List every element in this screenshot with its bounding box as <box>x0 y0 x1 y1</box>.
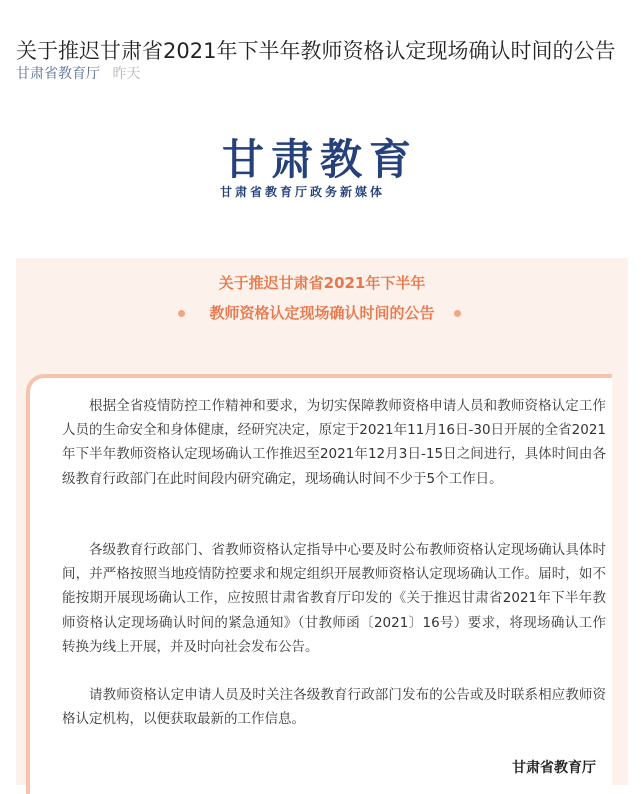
notice-paragraph-1: 根据全省疫情防控工作精神和要求，为切实保障教师资格申请人员和教师资格认定工作人员的生命安全和身体健康，经研究决定，原定于2021年11月16日-30日开展的全省2021年下半年教师资格认定现场确认工作推迟至2021年12月3日-15日之间进行，具体时间由各级教育行政部门在此时间段内研究确定，现场确认时间不少于5个工作日。 <box>62 398 606 487</box>
publish-time: 昨天 <box>112 66 141 82</box>
notice-paragraph-3: 请教师资格认定申请人员及时关注各级教育行政部门发布的公告或及时联系相应教师资格认定机构，以便获取最新的工作信息。 <box>62 687 606 728</box>
gansu-education-logo <box>216 136 428 208</box>
account-name-link[interactable]: 甘肃省教育厅 <box>16 66 100 82</box>
logo-sub-text: 甘肃省教育厅政务新媒体 <box>220 185 386 199</box>
notice-heading-line1: 关于推迟甘肃省2021年下半年 <box>218 274 426 292</box>
notice-card <box>26 374 612 794</box>
heading-dot-right <box>454 310 461 317</box>
logo-main-text: 甘肃教育 <box>222 135 419 184</box>
article-meta <box>16 64 140 84</box>
notice-panel <box>16 258 628 785</box>
article-title: 关于推迟甘肃省2021年下半年教师资格认定现场确认时间的公告 <box>16 39 616 64</box>
notice-paragraph-2: 各级教育行政部门、省教师资格认定指导中心要及时公布教师资格认定现场确认具体时间，并严格按照当地疫情防控要求和规定组织开展教师资格认定现场确认工作。届时，如不能按期开展现场确认工作，应按照甘肃省教育厅印发的《关于推迟甘肃省2021年下半年教师资格认定现场确认时间的紧急通知》（甘教师函〔2021〕16号）要求，将现场确认工作转换为线上开展，并及时向社会发布公告。 <box>62 542 606 655</box>
notice-signature: 甘肃省教育厅 <box>512 760 596 776</box>
heading-dot-left <box>178 310 185 317</box>
notice-heading-line2: 教师资格认定现场确认时间的公告 <box>209 304 435 322</box>
